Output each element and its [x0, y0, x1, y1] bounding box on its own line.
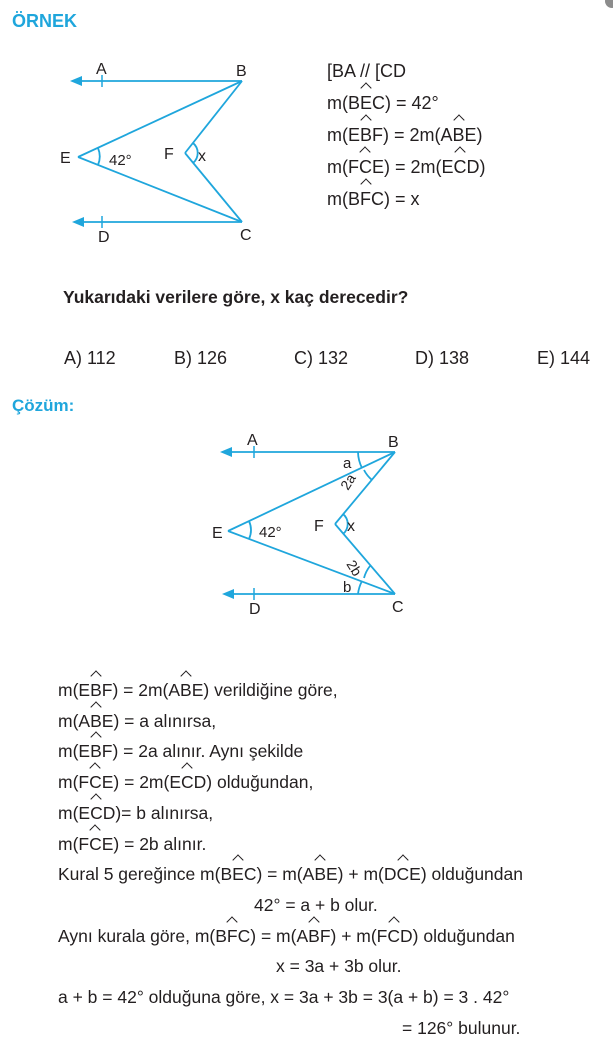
- label-d: D: [249, 601, 261, 618]
- solution-line-4: m(FCE) = 2m(ECD) olduğundan,: [58, 767, 608, 798]
- label-f: F: [314, 518, 324, 535]
- label-angle-2b: 2b: [343, 557, 366, 579]
- angle-arc-e: [249, 521, 251, 539]
- solution-line-3: m(EBF) = 2a alınır. Aynı şekilde: [58, 736, 608, 767]
- label-d: D: [98, 229, 110, 246]
- solution-line-7: Kural 5 gereğince m(BEC) = m(ABE) + m(DCE) olduğundan: [58, 859, 608, 890]
- solution-line-10: x = 3a + 3b olur.: [276, 956, 402, 977]
- question-text: Yukarıdaki verilere göre, x kaç derecedir?: [63, 287, 409, 307]
- segment-ec: [228, 531, 395, 594]
- geometry-figure-example: [50, 55, 280, 250]
- choice-e[interactable]: E) 144: [537, 348, 591, 368]
- label-x: x: [198, 148, 206, 165]
- label-c: C: [392, 599, 404, 616]
- solution-line-2: m(ABE) = a alınırsa,: [58, 706, 608, 737]
- given-angle-bec: m(BEC) = 42°: [327, 87, 587, 119]
- label-angle-42: 42°: [109, 152, 132, 169]
- solution-line-5: m(ECD)= b alınırsa,: [58, 798, 608, 829]
- given-parallel: [BA // [CD: [327, 61, 407, 81]
- angle-arc-a: [358, 452, 362, 468]
- given-list: [327, 55, 587, 215]
- solution-line-11: a + b = 42° olduğuna göre, x = 3a + 3b = 3(a + b) = 3 . 42°: [58, 987, 510, 1008]
- angle-arc-b: [358, 581, 362, 594]
- label-b: B: [236, 63, 247, 80]
- solution-line-6: m(FCE) = 2b alınır.: [58, 829, 608, 860]
- solution-heading: Çözüm:: [12, 396, 75, 415]
- label-a: A: [247, 432, 258, 449]
- given-angle-ebf: m(EBF) = 2m(ABE): [327, 119, 587, 151]
- label-angle-a: a: [343, 455, 352, 472]
- angle-arc-f: [193, 143, 198, 163]
- label-x: x: [347, 518, 355, 535]
- geometry-figure-solution: [200, 425, 425, 620]
- arrowhead-a: [220, 447, 232, 457]
- example-heading: ÖRNEK: [12, 11, 78, 31]
- choice-a[interactable]: A) 112: [64, 348, 116, 368]
- label-b: B: [388, 434, 399, 451]
- arrowhead-d: [222, 589, 234, 599]
- label-e: E: [212, 525, 223, 542]
- arrowhead-d: [72, 217, 84, 227]
- label-a: A: [96, 61, 107, 78]
- given-angle-fce: m(FCE) = 2m(ECD): [327, 151, 587, 183]
- given-angle-bfc: m(BFC) = x: [327, 183, 587, 215]
- segment-be: [78, 81, 242, 157]
- label-f: F: [164, 146, 174, 163]
- label-c: C: [240, 227, 252, 244]
- segment-be: [228, 452, 395, 531]
- label-angle-2a: 2a: [336, 470, 359, 493]
- segment-bf: [185, 81, 242, 153]
- solution-text: [58, 675, 608, 1043]
- solution-line-8: 42° = a + b olur.: [254, 894, 378, 915]
- angle-arc-2a: [364, 470, 372, 480]
- solution-line-12: = 126° bulunur.: [402, 1017, 521, 1038]
- arrowhead-a: [70, 76, 82, 86]
- label-e: E: [60, 150, 71, 167]
- label-angle-b: b: [343, 579, 352, 596]
- choice-c[interactable]: C) 132: [294, 348, 349, 368]
- corner-mark: [605, 0, 613, 8]
- solution-line-1: m(EBF) = 2m(ABE) verildiğine göre,: [58, 675, 608, 706]
- choice-b[interactable]: B) 126: [174, 348, 228, 368]
- angle-arc-e: [98, 148, 100, 165]
- solution-line-9: Aynı kurala göre, m(BFC) = m(ABF) + m(FCD) olduğundan: [58, 921, 608, 952]
- angle-arc-2b: [364, 566, 370, 578]
- segment-ec: [78, 157, 242, 222]
- label-angle-42: 42°: [259, 524, 282, 541]
- choice-d[interactable]: D) 138: [415, 348, 470, 368]
